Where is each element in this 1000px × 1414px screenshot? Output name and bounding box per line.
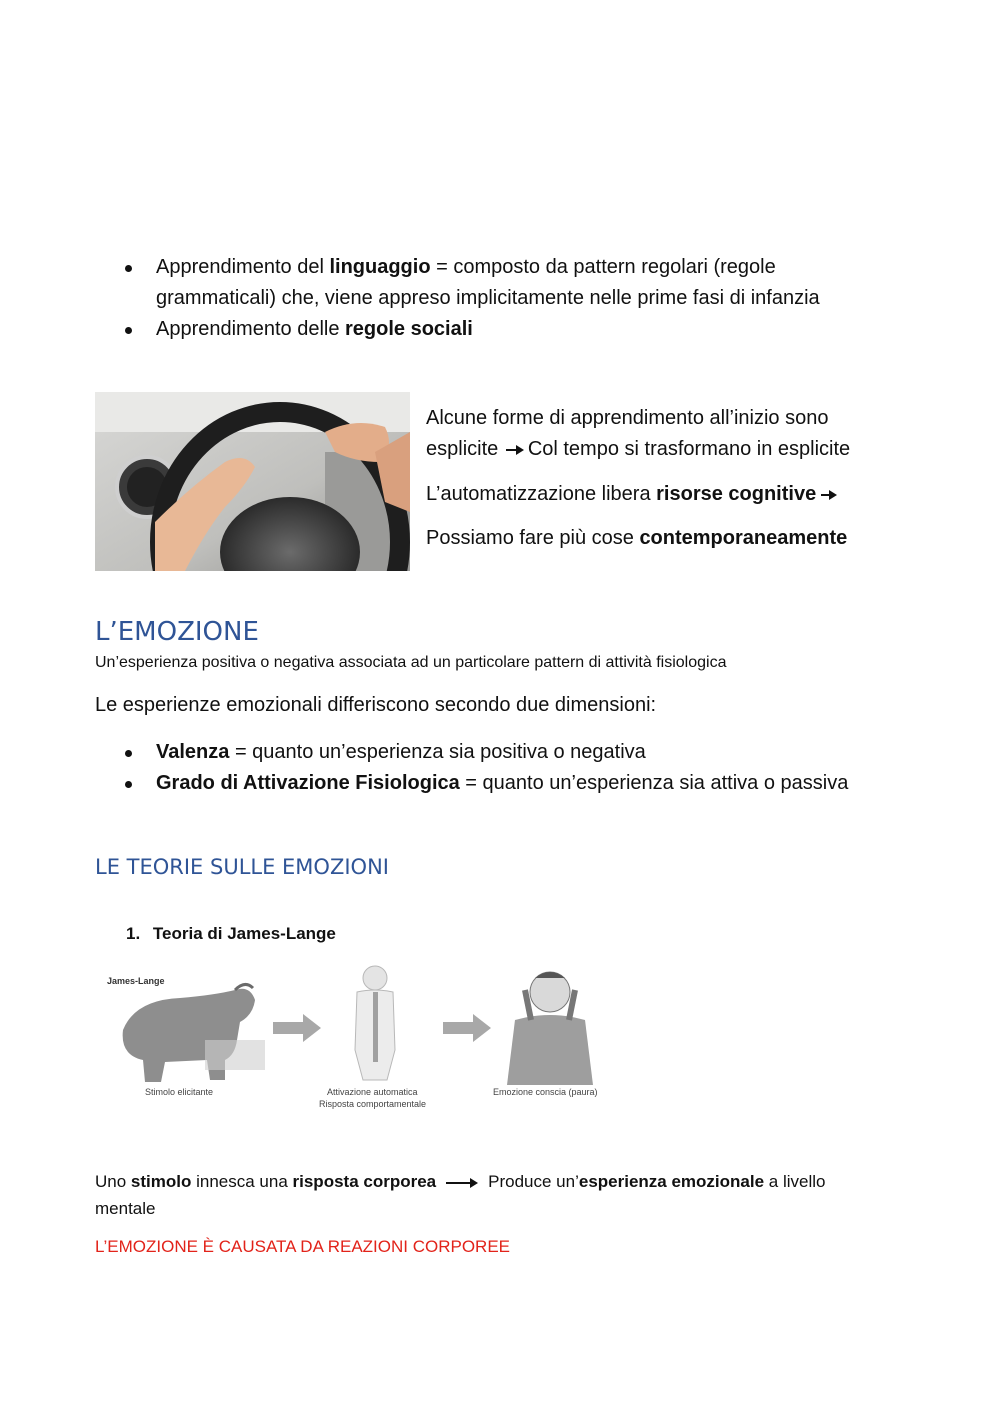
text-line (426, 523, 906, 554)
text: = quanto un’esperienza sia positiva o negativa (229, 741, 646, 763)
text: Alcune forme di apprendimento all’inizio sono (426, 407, 829, 429)
intro-text: Le esperienze emozionali differiscono secondo due dimensioni: (95, 694, 657, 716)
text-bold: esperienza emozionale (578, 1172, 765, 1191)
arrow-right-icon (273, 1014, 321, 1042)
james-lange-figure (95, 960, 625, 1120)
figure-caption: Stimolo elicitante (145, 1087, 214, 1097)
text: L’automatizzazione libera (426, 483, 657, 505)
list-item (95, 314, 915, 345)
numbered-item (126, 924, 336, 944)
text: Possiamo fare più cose (426, 527, 640, 549)
text-bold: linguaggio (329, 256, 431, 278)
text: = composto da pattern regolari (regole (430, 256, 776, 278)
text-bold: contemporaneamente (639, 527, 848, 549)
bullet-list-dimensions (95, 737, 915, 799)
text: mentale (95, 1199, 156, 1218)
conclusion-text: L’EMOZIONE È CAUSATA DA REAZIONI CORPOREE (95, 1237, 511, 1256)
text: Uno (95, 1172, 131, 1191)
list-item (95, 768, 915, 799)
definition-text: Un’esperienza positiva o negativa associata ad un particolare pattern di attività fisiologica (95, 654, 727, 671)
text-line (426, 479, 906, 510)
text: Col tempo si trasformano in esplicite (527, 438, 851, 460)
arrow-right-icon (506, 449, 522, 451)
text: Produce un’ (488, 1172, 579, 1191)
figure-caption: Risposta comportamentale (319, 1099, 427, 1109)
text: Apprendimento delle (156, 318, 346, 340)
bullet-dot (125, 265, 132, 272)
steering-wheel-image (95, 392, 410, 571)
text-line (426, 434, 906, 465)
bullet-dot (125, 750, 132, 757)
text-bold: risorse cognitive (656, 483, 817, 505)
theory-title: Teoria di James-Lange (152, 924, 336, 943)
section-title-emozione: L’EMOZIONE (95, 617, 259, 647)
list-item (95, 252, 915, 314)
bullet-dot (125, 781, 132, 788)
arrow-right-icon (443, 1014, 491, 1042)
text-bold: regole sociali (345, 318, 473, 340)
figure-caption: Attivazione automatica (327, 1087, 418, 1097)
text: grammaticali) che, viene appreso implicitamente nelle prime fasi di infanzia (156, 287, 820, 309)
text-bold: stimolo (130, 1172, 192, 1191)
list-item (95, 737, 915, 768)
side-text-block (426, 403, 906, 554)
figure-caption: Emozione conscia (paura) (493, 1087, 598, 1097)
explanation-text (95, 1168, 915, 1222)
section-title-teorie: LE TEORIE SULLE EMOZIONI (95, 855, 389, 879)
text-bold: Grado di Attivazione Fisiologica (156, 772, 460, 794)
text: a livello (764, 1172, 826, 1191)
text: = quanto un’esperienza sia attiva o passiva (459, 772, 849, 794)
figure-label: James-Lange (107, 976, 165, 986)
bullet-list-learning (95, 252, 915, 345)
body-illustration (355, 966, 395, 1080)
text: esplicite (426, 438, 504, 460)
text: innesca una (191, 1172, 293, 1191)
frightened-man-illustration (507, 972, 593, 1085)
text: Apprendimento del (156, 256, 330, 278)
bear-illustration (123, 984, 265, 1082)
list-number: 1. (126, 924, 141, 943)
bullet-dot (125, 327, 132, 334)
text-bold: risposta corporea (292, 1172, 437, 1191)
arrow-right-icon (446, 1182, 476, 1184)
arrow-right-icon (821, 494, 835, 496)
text-bold: Valenza (156, 741, 230, 763)
